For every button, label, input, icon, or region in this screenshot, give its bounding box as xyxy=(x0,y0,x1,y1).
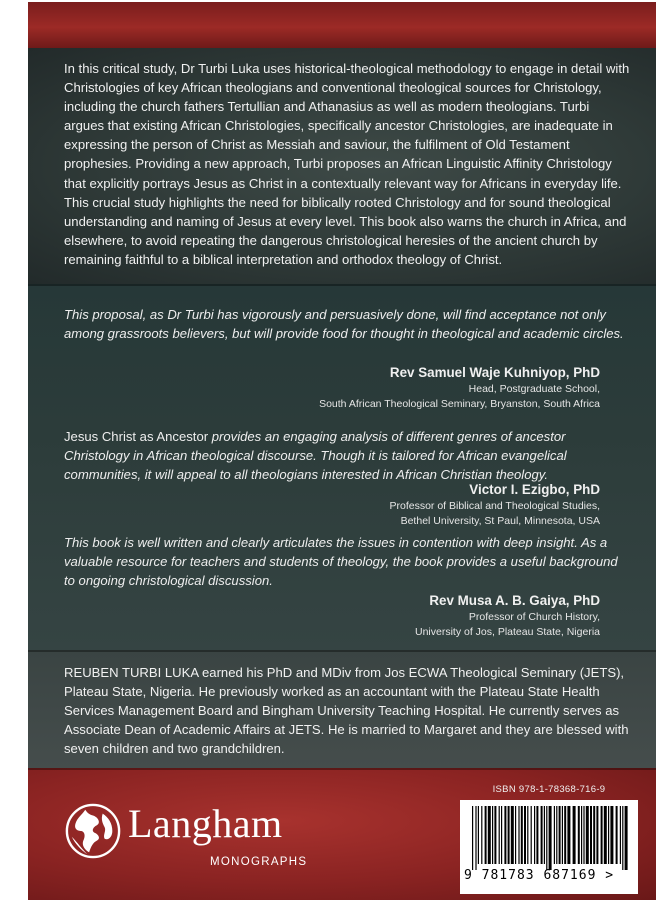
barcode-bar xyxy=(508,806,510,864)
endorser-name: Victor I. Ezigbo, PhD xyxy=(469,482,600,497)
barcode-bar xyxy=(625,806,628,870)
barcode-bar xyxy=(492,806,493,864)
barcode-bar xyxy=(481,806,482,864)
endorsement-quote xyxy=(64,427,630,484)
barcode-bar xyxy=(586,806,589,864)
barcode-bar xyxy=(556,806,557,864)
panel-divider xyxy=(28,768,656,770)
publisher-name: Langham xyxy=(128,801,283,846)
endorser-affiliation: University of Jos, Plateau State, Nigeria xyxy=(414,625,600,638)
barcode-bar xyxy=(521,806,523,864)
barcode-bar xyxy=(616,806,618,864)
barcode-digits: 9 781783 687169 > xyxy=(464,868,615,883)
panel-divider xyxy=(28,284,656,286)
barcode-bar xyxy=(488,806,491,864)
barcode-bar xyxy=(620,806,621,864)
endorsement-attribution xyxy=(319,364,600,411)
barcode-bar xyxy=(549,806,552,870)
barcode-bar xyxy=(567,806,570,864)
barcode-bar xyxy=(518,806,519,864)
barcode-bar xyxy=(494,806,496,864)
barcode-bar xyxy=(610,806,613,864)
endorsement-attribution xyxy=(389,481,600,528)
endorser-role: Professor of Church History, xyxy=(468,611,600,623)
globe-logo-icon xyxy=(64,802,122,860)
barcode-bar xyxy=(478,806,479,864)
barcode-bar xyxy=(601,806,603,864)
endorser-affiliation: South African Theological Seminary, Bryanston, South Africa xyxy=(319,397,600,410)
quoted-book-title: Jesus Christ as Ancestor xyxy=(64,429,209,444)
barcode-bar xyxy=(534,806,535,864)
barcode-bar xyxy=(544,806,545,864)
barcode-bar xyxy=(596,806,598,864)
endorsement-attribution xyxy=(415,592,600,639)
author-bio: REUBEN TURBI LUKA earned his PhD and MDiv from Jos ECWA Theological Seminary (JETS), Plateau State, Nigeria. He previously worked as an accountant with the Plateau State Health Services Management Board and Bingham University Teaching Hospital. He currently serves as Associate Dean of Academic Affairs at JETS. He is married to Margaret and they are blessed with seven children and two grandchildren. xyxy=(64,665,629,757)
barcode-bar xyxy=(515,806,516,864)
book-description: In this critical study, Dr Turbi Luka uses historical-theological methodology to engage in detail with Christologies of key African theologians and conventional theological sources for Christology, including the church fathers Tertullian and Athanasius as well as modern theologians. Turbi argues that existing African Christologies, specifically ancestor Christologies, are inadequate in expressing the person of Christ as Messiah and saviour, the fulfilment of Old Testament prophesies. Providing a new approach, Turbi proposes an African Linguistic Affinity Christology that explicitly portrays Jesus as Christ in a contextually relevant way for Africans in everyday life. This crucial study highlights the need for biblically rooted Christology and for sound theological understanding and naming of Jesus at every level. This book also warns the church in Africa, and elsewhere, to avoid repeating the dangerous christological heresies of the ancient church by remaining faithful to a biblical interpretation and orthodox theology of Christ. xyxy=(64,61,630,267)
barcode-bars xyxy=(468,806,630,870)
barcode-bar xyxy=(475,806,476,870)
publisher-imprint: MONOGRAPHS xyxy=(210,856,308,868)
barcode-bar xyxy=(562,806,563,864)
endorser-affiliation: Bethel University, St Paul, Minnesota, USA xyxy=(400,514,600,527)
barcode-bar xyxy=(564,806,566,864)
isbn-label: ISBN 978-1-78368-716-9 xyxy=(492,784,606,795)
barcode-bar xyxy=(622,806,623,870)
barcode-bar xyxy=(546,806,547,870)
barcode-bar xyxy=(511,806,514,864)
barcode-bar xyxy=(485,806,487,864)
isbn-barcode xyxy=(460,784,638,894)
barcode-bar xyxy=(524,806,526,864)
endorsement-quote: This proposal, as Dr Turbi has vigorously and persuasively done, will find acceptance not only among grassroots believers, but will provide food for thought in theological and academic circles. xyxy=(64,307,624,341)
endorser-name: Rev Musa A. B. Gaiya, PhD xyxy=(429,593,600,608)
top-red-band xyxy=(28,2,656,48)
barcode-bar xyxy=(593,806,595,864)
barcode-bar xyxy=(527,806,528,864)
barcode-bar xyxy=(501,806,502,864)
publisher-logo xyxy=(64,800,324,872)
endorsement-quote-text: provides an engaging analysis of different genres of ancestor Christology in African theological discourse. Though it is tailored for African evangelical communities, it will appeal to all theologians interested in African Christian theology. xyxy=(64,429,567,482)
barcode-bar xyxy=(604,806,607,864)
panel-divider xyxy=(28,650,656,652)
barcode-bar xyxy=(499,806,500,864)
barcode-bar xyxy=(578,806,580,864)
endorsement-quote: This book is well written and clearly articulates the issues in contention with deep insight. As a valuable resource for teachers and students of theology, the book provides a useful background to ongoing christological discussion. xyxy=(64,535,618,588)
barcode-bar xyxy=(590,806,592,864)
barcode-bar xyxy=(573,806,576,864)
barcode-bar xyxy=(536,806,538,864)
barcode-bar xyxy=(504,806,506,864)
barcode-bar xyxy=(583,806,584,864)
barcode-bar xyxy=(608,806,609,864)
barcode-bar xyxy=(541,806,543,864)
endorser-name: Rev Samuel Waje Kuhniyop, PhD xyxy=(389,365,600,380)
barcode-bar xyxy=(554,806,555,864)
endorser-role: Head, Postgraduate School, xyxy=(468,383,600,395)
barcode-bar xyxy=(559,806,561,864)
barcode-bar xyxy=(472,806,473,870)
book-back-cover xyxy=(28,2,656,900)
barcode-bar xyxy=(531,806,532,864)
endorser-role: Professor of Biblical and Theological Studies, xyxy=(389,500,600,512)
barcode-bar xyxy=(581,806,582,864)
